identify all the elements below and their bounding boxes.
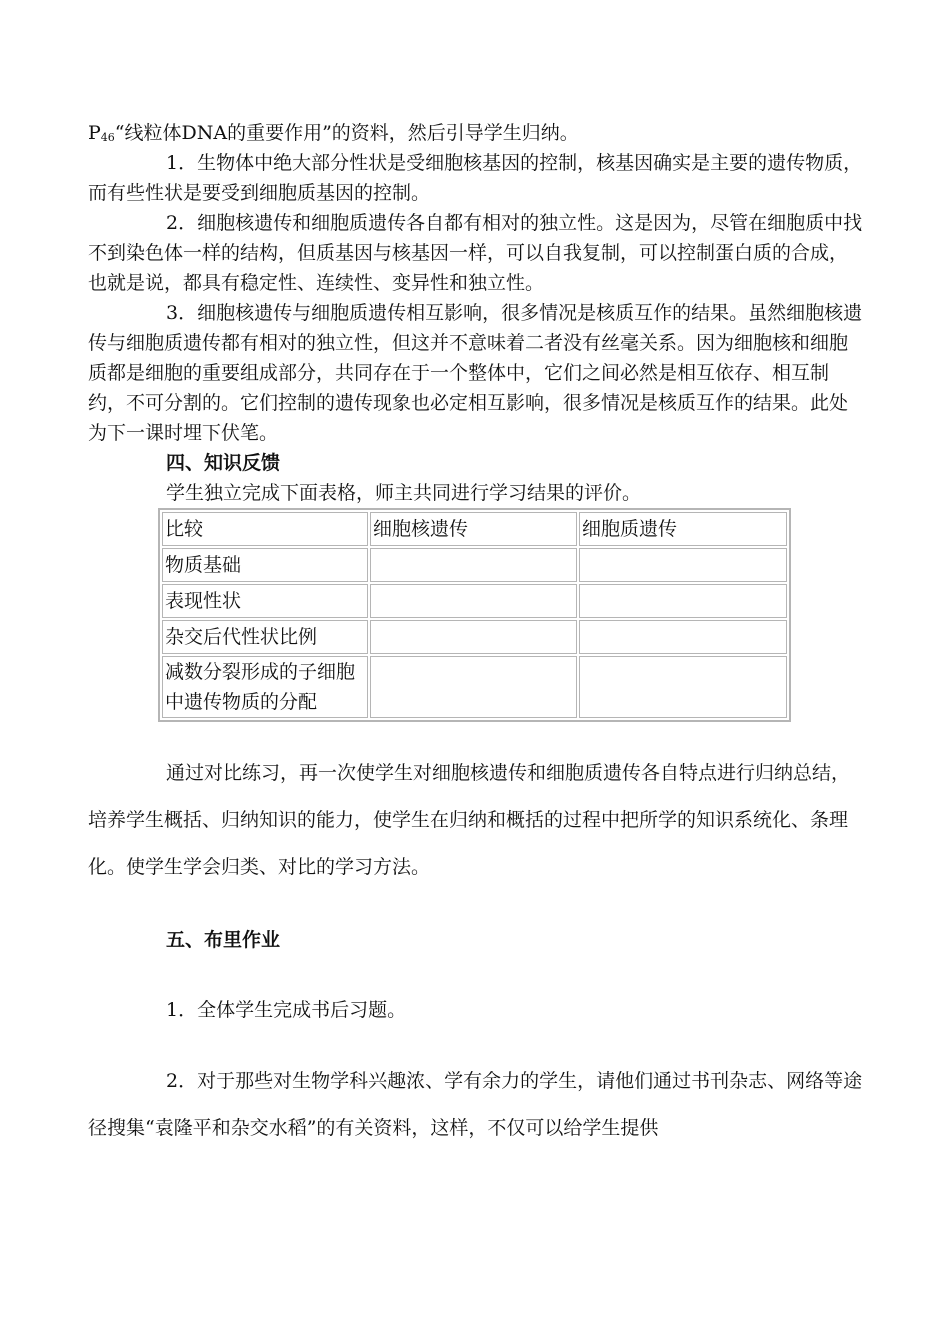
section-4-instruction: 学生独立完成下面表格，师主共同进行学习结果的评价。	[166, 482, 642, 504]
table-header-cell: 细胞质遗传	[579, 512, 787, 546]
table-cell	[370, 548, 577, 582]
point-2: 2．细胞核遗传和细胞质遗传各自都有相对的独立性。这是因为，尽管在细胞质中找不到染色体一样的结构，但质基因与核基因一样，可以自我复制，可以控制蛋白质的合成，也就是说，都具有稳定性、连续性、变异性和独立性。	[88, 212, 863, 294]
page-ref: P	[88, 122, 101, 144]
table-row-label: 表现性状	[162, 584, 368, 618]
summary-paragraph: 通过对比练习，再一次使学生对细胞核遗传和细胞质遗传各自特点进行归纳总结，培养学生概括、归纳知识的能力，使学生在归纳和概括的过程中把所学的知识系统化、条理化。使学生学会归类、对比的学习方法。	[88, 762, 851, 878]
table-cell	[370, 656, 577, 718]
table-row-label: 杂交后代性状比例	[162, 620, 368, 654]
table-cell	[370, 620, 577, 654]
table-header-cell: 细胞核遗传	[370, 512, 577, 546]
page-ref-number: 46	[100, 131, 115, 144]
table-cell	[579, 656, 787, 718]
table-cell	[579, 584, 787, 618]
section-5-heading: 五、布里作业	[166, 929, 281, 951]
point-1: 1．生物体中绝大部分性状是受细胞核基因的控制，核基因确实是主要的遗传物质，而有些性状是要受到细胞质基因的控制。	[88, 152, 863, 204]
table-row	[162, 656, 787, 718]
table-row-label: 物质基础	[162, 548, 368, 582]
table-row	[162, 620, 787, 654]
table-row	[162, 584, 787, 618]
point-3: 3．细胞核遗传与细胞质遗传相互影响，很多情况是核质互作的结果。虽然细胞核遗传与细胞质遗传都有相对的独立性，但这并不意味着二者没有丝毫关系。因为细胞核和细胞质都是细胞的重要组成部分，共同存在于一个整体中，它们之间必然是相互依存、相互制约，不可分割的。它们控制的遗传现象也必定相互影响，很多情况是核质互作的结果。此处为下一课时埋下伏笔。	[88, 302, 863, 444]
table-header-row	[162, 512, 787, 546]
table-row-label: 减数分裂形成的子细胞中遗传物质的分配	[162, 656, 368, 718]
table-row	[162, 548, 787, 582]
table-header-cell: 比较	[162, 512, 368, 546]
comparison-table	[158, 508, 791, 722]
homework-item-1: 1．全体学生完成书后习题。	[166, 999, 407, 1021]
table-cell	[579, 620, 787, 654]
table-cell	[370, 584, 577, 618]
section-4-heading: 四、知识反馈	[166, 452, 281, 474]
table-cell	[579, 548, 787, 582]
homework-item-2: 2．对于那些对生物学科兴趣浓、学有余力的学生，请他们通过书刊杂志、网络等途径搜集“袁隆平和杂交水稻”的有关资料，这样，不仅可以给学生提供	[88, 1070, 863, 1139]
intro-text: “线粒体DNA的重要作用”的资料，然后引导学生归纳。	[114, 122, 579, 144]
